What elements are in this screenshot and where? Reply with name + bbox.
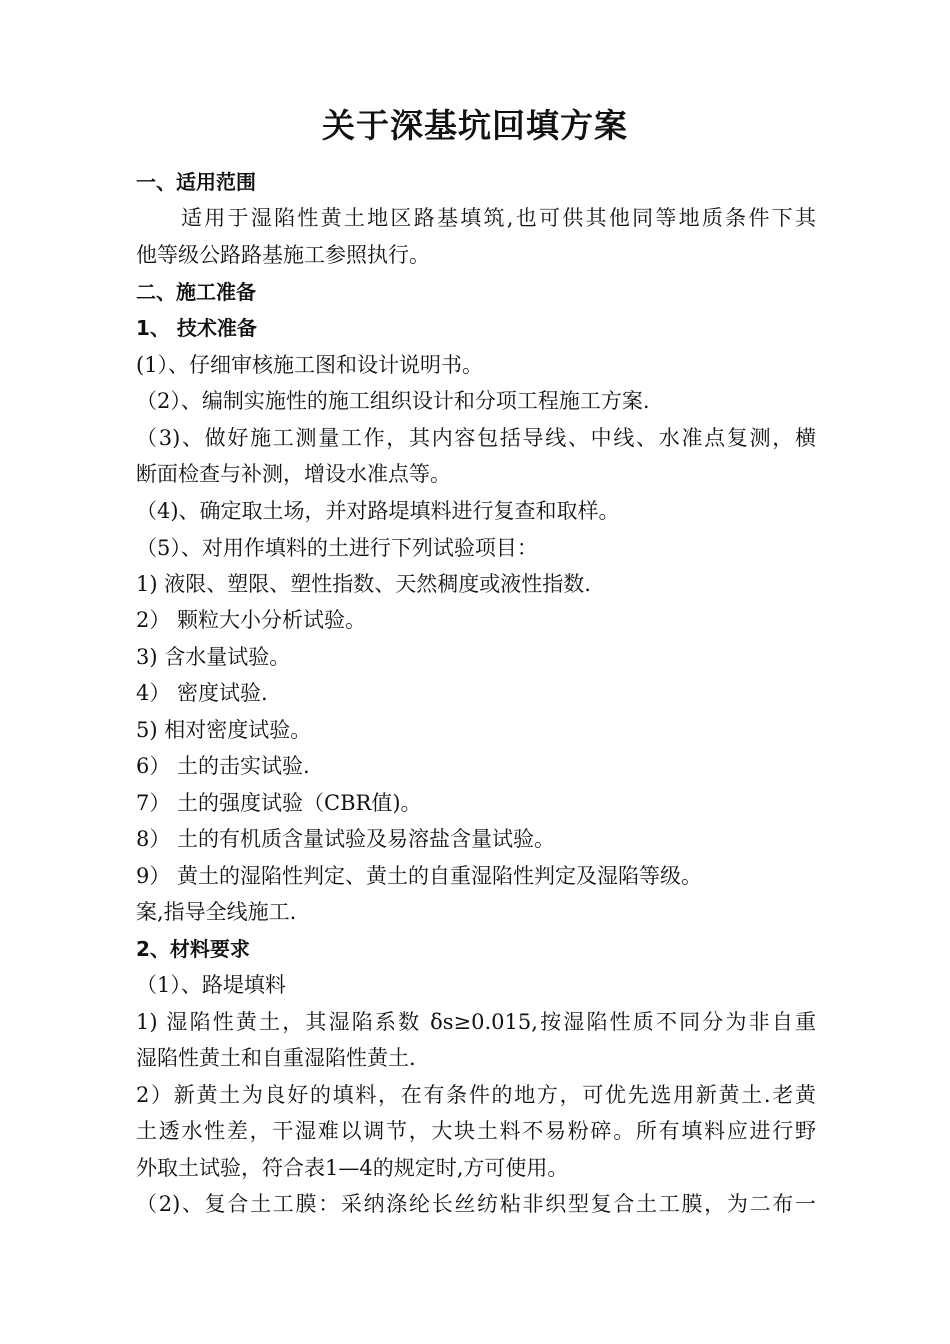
list-item: （2）、编制实施性的施工组织设计和分项工程施工方案. (136, 389, 650, 413)
list-item: （3)、做好施工测量工作，其内容包括导线、中线、水准点复测，横 (136, 426, 816, 450)
list-item: 1) 湿陷性黄土，其湿陷系数 δs≥0.015,按湿陷性质不同分为非自重 (136, 1010, 816, 1034)
list-item: 7） 土的强度试验（CBR值)。 (136, 791, 422, 815)
paragraph-line: 他等级公路路基施工参照执行。 (136, 243, 430, 267)
list-item: （4)、确定取土场，并对路堤填料进行复查和取样。 (136, 499, 620, 523)
paragraph-line: 适用于湿陷性黄土地区路基填筑,也可供其他同等地质条件下其 (181, 206, 816, 230)
section-heading: 二、施工准备 (136, 280, 256, 304)
document-title: 关于深基坑回填方案 (322, 106, 628, 145)
section-heading: 一、适用范围 (136, 170, 256, 194)
paragraph-line: 湿陷性黄土和自重湿陷性黄土. (136, 1046, 416, 1070)
list-item: 3) 含水量试验。 (136, 645, 291, 669)
list-item: 5) 相对密度试验。 (136, 718, 312, 742)
list-item: 2） 颗粒大小分析试验。 (136, 608, 367, 632)
list-item: 2）新黄土为良好的填料，在有条件的地方，可优先选用新黄土.老黄 (136, 1083, 816, 1107)
paragraph-line: 案,指导全线施工. (136, 900, 297, 924)
list-item: 9） 黄土的湿陷性判定、黄土的自重湿陷性判定及湿陷等级。 (136, 864, 703, 888)
list-item: （2)、复合土工膜：采纳涤纶长丝纺粘非织型复合土工膜，为二布一 (136, 1192, 816, 1216)
list-item: (1）、仔细审核施工图和设计说明书。 (136, 353, 484, 377)
list-item: 4） 密度试验. (136, 681, 268, 705)
list-item: （1）、路堤填料 (136, 973, 286, 997)
list-item: 8） 土的有机质含量试验及易溶盐含量试验。 (136, 827, 556, 851)
list-item: 6） 土的击实试验. (136, 754, 310, 778)
list-item: 1) 液限、塑限、塑性指数、天然稠度或液性指数. (136, 572, 591, 596)
subsection-heading: 2、材料要求 (136, 937, 250, 961)
list-item: （5）、对用作填料的土进行下列试验项目： (136, 536, 538, 560)
paragraph-line: 断面检查与补测，增设水准点等。 (136, 462, 451, 486)
subsection-heading: 1、 技术准备 (136, 316, 257, 340)
paragraph-line: 土透水性差，干湿难以调节，大块土料不易粉碎。所有填料应进行野 (136, 1119, 816, 1143)
paragraph-line: 外取土试验，符合表1—4的规定时,方可使用。 (136, 1156, 569, 1180)
